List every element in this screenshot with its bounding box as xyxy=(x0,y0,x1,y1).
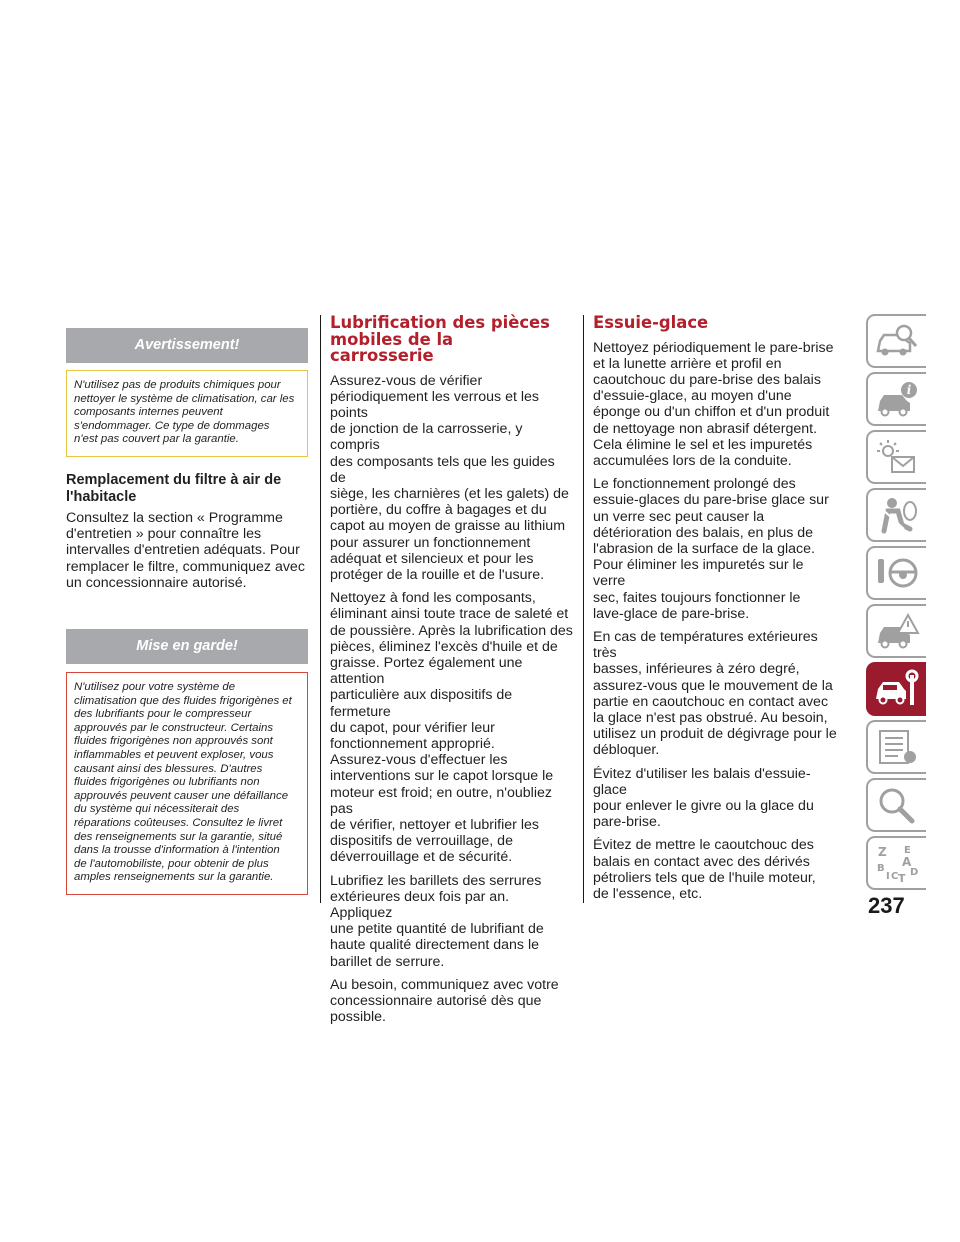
tab-safety[interactable] xyxy=(866,488,926,542)
column-divider xyxy=(583,315,584,903)
svg-text:i: i xyxy=(906,383,912,397)
index-letter: I xyxy=(886,871,890,882)
warning-title: Avertissement! xyxy=(66,328,308,363)
wiper-heading: Essuie-glace xyxy=(593,313,709,332)
car-search-icon xyxy=(874,321,920,361)
car-info-icon xyxy=(874,379,920,419)
warning-box xyxy=(66,328,308,457)
tab-warning-lights[interactable] xyxy=(866,430,926,484)
caution-box xyxy=(66,629,308,895)
tab-emergency[interactable] xyxy=(866,604,926,658)
index-letter: T xyxy=(898,872,906,883)
index-letter: A xyxy=(902,855,912,869)
index-letter: E xyxy=(904,845,911,856)
wiper-paragraph: Évitez de mettre le caoutchouc des balais en contact avec des dérivés pétroliers tels que de l'huile moteur, de l'essence, etc. xyxy=(593,837,816,902)
lubrication-paragraph: Assurez-vous de vérifier périodiquement les verrous et les points de jonction de la carrosserie, y compris des composants tels que les guides de siège, les charnières (et les galets) de portière, du coffre à bagages et du capot au moyen de graisse au lithium pour assurer un fonctionnement adéquat et silencieux et pour les protéger de la rouille et de l'usure. xyxy=(330,372,569,583)
wiper-paragraph: Évitez d'utiliser les balais d'essuie-glace pour enlever le givre ou la glace du pare-brise. xyxy=(593,765,814,831)
search-icon xyxy=(874,785,920,825)
wiper-paragraph: Le fonctionnement prolongé des essuie-glaces du pare-brise glace sur un verre sec peut causer la détérioration des balais, en plus de l'abrasion de la surface de la glace. Pour éliminer les impuretés sur le verre sec, faites toujours fonctionner le lave-glace de pare-brise. xyxy=(593,476,829,622)
wiper-paragraph: Nettoyez périodiquement le pare-brise et la lunette arrière et profil en caoutchouc du pare-brise des balais d'essuie-glace, au moyen d'une éponge ou d'un chiffon et d'un produit de nettoyage non abrasif détergent. Cela élimine le sel et les impuretés accumulées lors de la conduite. xyxy=(593,339,834,469)
index-alphabet-icon xyxy=(874,843,920,883)
lubrication-paragraph: Au besoin, communiquez avec votre concessionnaire autorisé dès que possible. xyxy=(330,976,559,1026)
caution-title: Mise en garde! xyxy=(66,629,308,664)
column-left xyxy=(66,328,308,895)
column-right xyxy=(593,315,839,909)
tab-index[interactable] xyxy=(866,836,926,890)
column-middle xyxy=(330,315,573,1032)
column-divider xyxy=(320,315,321,903)
lubrication-paragraph: Lubrifiez les barillets des serrures extérieures deux fois par an. Appliquez une petite quantité de lubrifiant de haute qualité directement dans le barillet de serrure. xyxy=(330,872,544,970)
tab-specifications[interactable] xyxy=(866,720,926,774)
caution-text: N'utilisez pour votre système de climatisation que des fluides frigorigènes et des lubrifiants pour le compresseur approuvés par le constructeur. Certains fluides frigorigènes non approuvés sont inflammables et peuvent exploser, vous causant ainsi des blessures. D'autres fluides frigorigènes ou lubrifiants non approuvés peuvent causer une défaillance du système qui nécessiterait des réparations coûteuses. Consultez le livret des renseignements sur la garantie, situé dans la trousse d'information à l'intention de l'automobiliste, pour obtenir de plus amples renseignements sur la garantie. xyxy=(66,672,308,895)
steering-wheel-icon xyxy=(874,553,920,593)
page-number: 237 xyxy=(868,893,905,918)
tab-car-info[interactable] xyxy=(866,372,926,426)
tab-car-search[interactable] xyxy=(866,314,926,368)
safety-airbag-icon xyxy=(874,495,920,535)
chapter-tabs xyxy=(866,314,930,894)
warning-text: N'utilisez pas de produits chimiques pour nettoyer le système de climatisation, car les composants internes peuvent s'endommager. Ce type de dommages n'est pas couvert par la garantie. xyxy=(66,370,308,457)
lubrication-paragraph: Nettoyez à fond les composants, éliminant ainsi toute trace de saleté et de poussière. Après la lubrification des pièces, éliminez l'excès d'huile et de graisse. Portez également une attention particulière aux dispositifs de fermeture du capot, pour vérifier leur fonctionnement approprié. Assurez-vous d'effectuer les interventions sur le capot lorsque le moteur est froid; en outre, n'oubliez pas de vérifier, nettoyer et lubrifier les dispositifs de verrouillage, de déverrouillage et de sécurité. xyxy=(330,590,573,866)
warning-lights-icon xyxy=(874,437,920,477)
wiper-paragraph: En cas de températures extérieures très basses, inférieures à zéro degré, assurez-vous que le mouvement de la partie en caoutchouc en contact avec la glace n'est pas obstrué. Au besoin, utilisez un produit de dégivrage pour le débloquer. xyxy=(593,628,837,759)
index-letter: Z xyxy=(878,845,887,859)
car-emergency-icon xyxy=(874,611,920,651)
lubrication-heading: Lubrification des pièces mobiles de la carrosserie xyxy=(330,313,550,365)
car-maintenance-icon xyxy=(874,669,920,709)
tab-maintenance[interactable] xyxy=(866,662,926,716)
index-letter: B xyxy=(877,863,885,874)
filter-heading: Remplacement du filtre à air de l'habitacle xyxy=(66,471,282,505)
index-letter: D xyxy=(910,867,919,878)
tab-search[interactable] xyxy=(866,778,926,832)
filter-text: Consultez la section « Programme d'entretien » pour connaître les intervalles d'entretien adéquats. Pour remplacer le filtre, communiquez avec un concessionnaire autorisé. xyxy=(66,509,305,591)
index-letter: C xyxy=(891,871,899,882)
specifications-icon xyxy=(874,727,920,767)
tab-driving[interactable] xyxy=(866,546,926,600)
